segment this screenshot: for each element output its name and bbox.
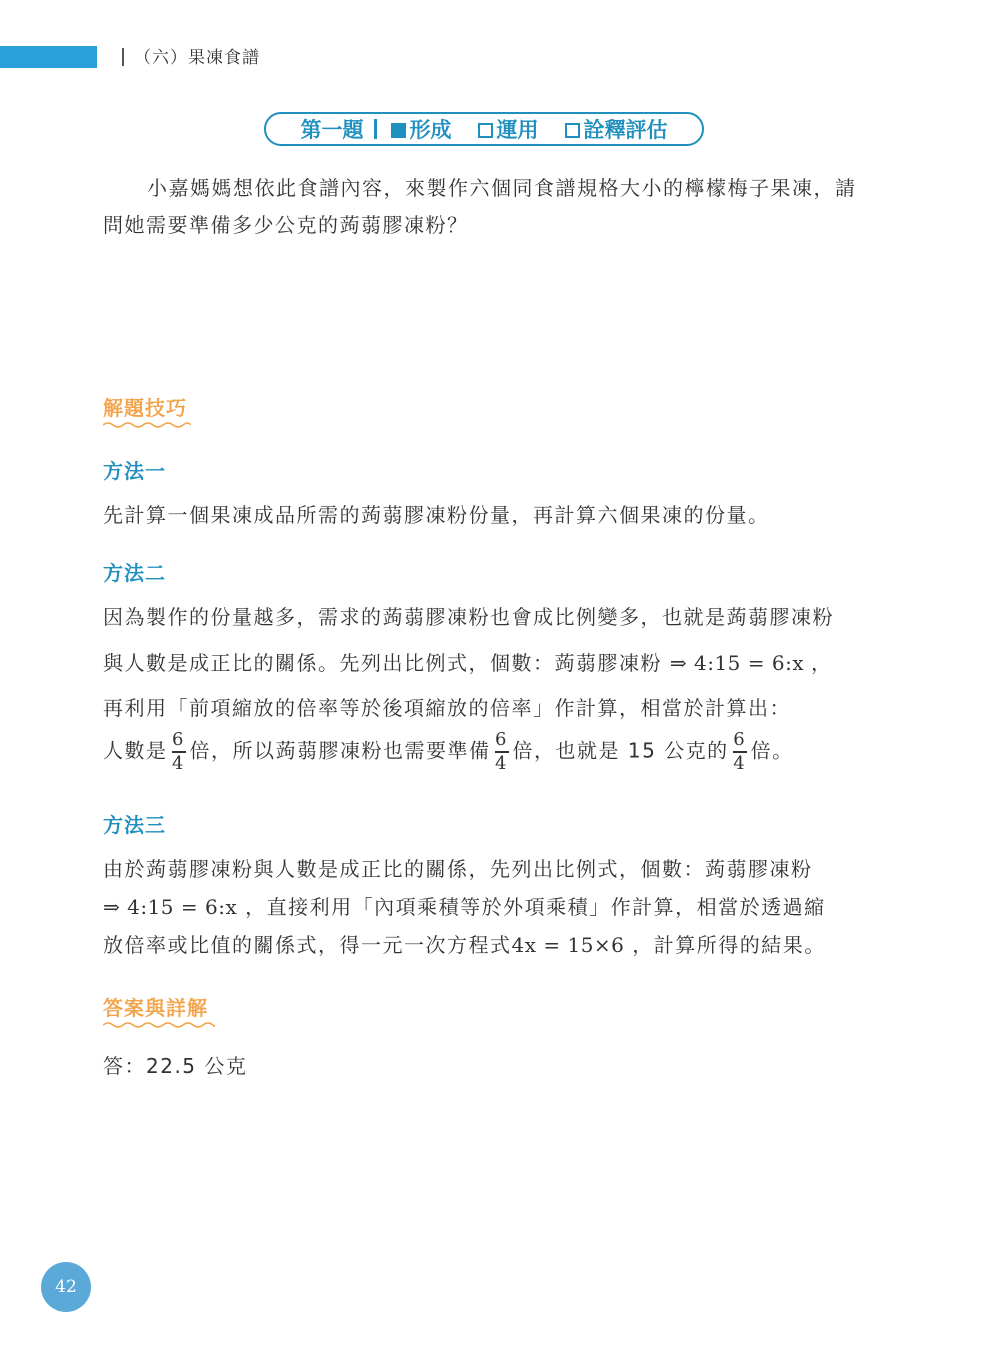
- proportion-equation: ⇒ 4:15 = 6:x: [103, 895, 238, 919]
- option-application: [478, 114, 539, 144]
- unchecked-box-icon: [478, 123, 493, 138]
- line4-part-d: 倍。: [750, 738, 794, 763]
- line4-part-b: 倍，所以蒟蒻膠凍粉也需要準備: [189, 738, 491, 763]
- method1-heading: 方法一: [103, 459, 166, 483]
- question-type-box: [264, 112, 704, 146]
- method3-line2-text: ，直接利用「內項乘積等於外項乘積」作計算，相當於透過縮: [245, 895, 826, 919]
- method2-line3: 再利用「前項縮放的倍率等於後項縮放的倍率」作計算，相當於計算出：: [103, 696, 791, 720]
- linear-equation: 4x = 15×6: [511, 933, 625, 957]
- method3-heading: 方法三: [103, 813, 166, 837]
- techniques-heading-label: 解題技巧: [103, 396, 187, 420]
- line4-part-c: 倍，也就是 15 公克的: [512, 738, 729, 763]
- fraction-numerator: 6: [172, 729, 185, 750]
- option-label: 詮釋評估: [583, 118, 668, 142]
- method3-line3-text: 放倍率或比值的關係式，得一元一次方程式: [103, 933, 512, 957]
- header-accent-bar: [0, 46, 97, 68]
- method2-line2: [103, 647, 831, 676]
- method2-line1: 因為製作的份量越多，需求的蒟蒻膠凍粉也會成比例變多，也就是蒟蒻膠凍粉: [103, 605, 834, 629]
- answer-heading-label: 答案與詳解: [103, 996, 208, 1020]
- fraction: [495, 730, 509, 774]
- question-label: 第一題: [300, 118, 364, 142]
- answer-heading: [103, 992, 215, 1029]
- method2-heading: 方法二: [103, 561, 166, 585]
- proportion-equation: ⇒ 4:15 = 6:x ，: [669, 651, 832, 675]
- wavy-underline: [103, 421, 191, 429]
- option-label: 運用: [496, 118, 539, 142]
- option-interpretation: [565, 114, 668, 144]
- method2-line2-text: 與人數是成正比的關係。先列出比例式，個數：蒟蒻膠凍粉: [103, 651, 662, 675]
- fraction-denominator: 4: [733, 752, 747, 774]
- wavy-underline: [103, 1021, 215, 1029]
- fraction-numerator: 6: [495, 729, 508, 750]
- answer-text: 答：22.5 公克: [103, 1054, 248, 1078]
- method3-line3-end: ，計算所得的結果。: [632, 933, 826, 957]
- fraction: [172, 730, 186, 774]
- line4-part-a: 人數是: [103, 738, 168, 763]
- method3-line3: [103, 929, 826, 958]
- header-divider: [122, 48, 124, 66]
- option-formation: [391, 114, 452, 144]
- fraction-numerator: 6: [733, 729, 747, 750]
- fraction: [733, 730, 747, 774]
- question-text: 小嘉媽媽想依此食譜內容，來製作六個同食譜規格大小的檸檬梅子果凍，請問她需要準備多少公克的蒟蒻膠凍粉？: [103, 176, 857, 237]
- question-box-divider: [374, 119, 377, 139]
- fraction-denominator: 4: [172, 752, 185, 774]
- chapter-title: （六）果凍食譜: [134, 48, 260, 68]
- page-number: 42: [41, 1262, 91, 1312]
- fraction-denominator: 4: [495, 752, 508, 774]
- option-label: 形成: [409, 118, 452, 142]
- unchecked-box-icon: [565, 123, 580, 138]
- techniques-heading: [103, 392, 191, 429]
- method3-line1: 由於蒟蒻膠凍粉與人數是成正比的關係，先列出比例式，個數：蒟蒻膠凍粉: [103, 857, 813, 881]
- method1-text: 先計算一個果凍成品所需的蒟蒻膠凍粉份量，再計算六個果凍的份量。: [103, 503, 770, 527]
- method2-line4: [103, 730, 794, 774]
- checked-box-icon: [391, 123, 406, 138]
- method3-line2: [103, 891, 826, 920]
